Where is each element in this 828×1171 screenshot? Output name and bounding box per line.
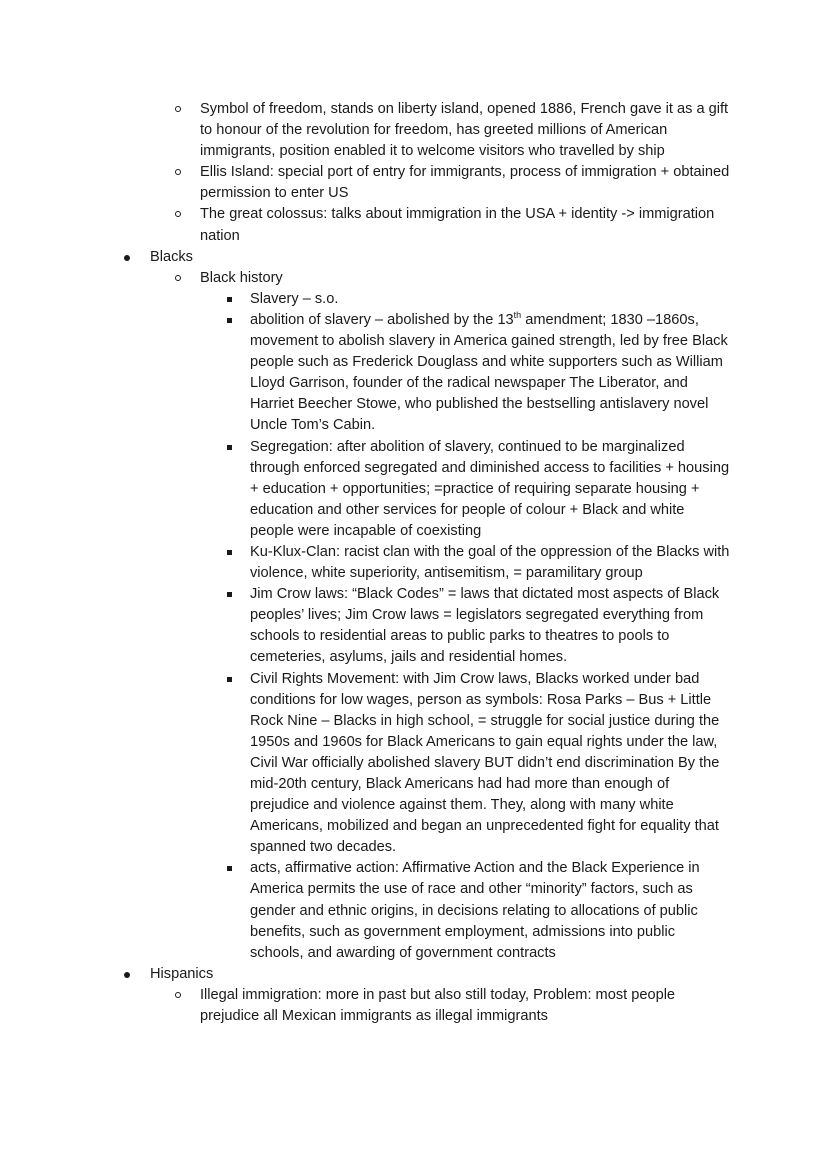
hispanics-section (0, 964, 828, 1027)
liberty-symbol-text: Symbol of freedom, stands on liberty island, opened 1886, French gave it as a gift to honour of the revolution for freedom, has greeted millions of American immigrants, position enabled it to welcome visitors who travelled by ship (200, 101, 729, 160)
affirmative-action-text: acts, affirmative action: Affirmative Action and the Black Experience in America permits the use of race and other “minority” factors, such as gender and ethnic origins, in decisions relating to allocations of public benefits, such as government employment, admissions into public schools, and awarding of government contracts (250, 860, 700, 961)
list-item (0, 204, 730, 246)
abolition-text (250, 310, 730, 437)
list-item (0, 99, 730, 162)
ordinal-suffix: th (513, 310, 522, 321)
square-bullet-icon (227, 592, 232, 597)
list-item (0, 584, 730, 668)
ellis-island-text: Ellis Island: special port of entry for immigrants, process of immigration + obtained permission to enter US (200, 164, 730, 202)
list-item (0, 162, 730, 204)
square-bullet-icon (227, 297, 232, 302)
segregation-text: Segregation: after abolition of slavery, continued to be marginalized through enforced segregated and diminished access to facilities + housing + education + opportunities; =practice of requiring separate housing + education and other services for people of colour + Black and white people were incapable of coexisting (250, 438, 730, 539)
hollow-circle-bullet-icon (175, 169, 181, 175)
square-bullet-icon (227, 677, 232, 682)
hollow-circle-bullet-icon (175, 992, 181, 998)
list-item (0, 437, 730, 542)
black-history-heading: Black history (200, 269, 283, 286)
blacks-heading: Blacks (150, 248, 193, 265)
list-item (0, 858, 730, 963)
liberty-sublist (0, 99, 828, 247)
square-bullet-icon (227, 550, 232, 555)
hispanics-sublist (0, 985, 828, 1027)
jim-crow-text: Jim Crow laws: “Black Codes” = laws that dictated most aspects of Black peoples’ lives; Jim Crow laws = legislators segregated everything from schools to residential areas to public parks to theatres to pools to cemeteries, asylums, jails and residential homes. (250, 586, 720, 666)
list-item (0, 268, 730, 964)
great-colossus-text: The great colossus: talks about immigration in the USA + identity -> immigration nation (200, 206, 715, 244)
hollow-circle-bullet-icon (175, 106, 181, 112)
liberty-section (0, 99, 828, 247)
kkk-text: Ku-Klux-Clan: racist clan with the goal of the oppression of the Blacks with violence, white superiority, antisemitism, = paramilitary group (250, 543, 730, 582)
filled-circle-bullet-icon (124, 255, 130, 261)
document-page (0, 99, 828, 1027)
blacks-section (0, 247, 828, 964)
list-item (0, 985, 730, 1027)
list-item (0, 289, 730, 310)
civil-rights-text: Civil Rights Movement: with Jim Crow laws, Blacks worked under bad conditions for low wages, person as symbols: Rosa Parks – Bus + Little Rock Nine – Blacks in high school, = struggle for social justice during the 1950s and 1960s for Black Americans to gain equal rights under the law, Civil War officially abolished slavery BUT didn’t end discrimination By the mid-20th century, Black Americans had had more than enough of prejudice and violence against them. They, along with many white Americans, mobilized and began an unprecedented fight for equality that spanned two decades. (250, 670, 720, 856)
blacks-sublist (0, 268, 828, 964)
hollow-circle-bullet-icon (175, 275, 181, 281)
list-item (0, 542, 730, 584)
list-item (0, 310, 730, 437)
list-item (0, 669, 730, 859)
square-bullet-icon (227, 318, 232, 323)
outline-list (0, 99, 828, 1027)
square-bullet-icon (227, 445, 232, 450)
black-history-points (0, 289, 730, 964)
abolition-text-start: abolition of slavery – abolished by the 13 (250, 311, 514, 328)
illegal-immigration-text: Illegal immigration: more in past but also still today, Problem: most people prejudice all Mexican immigrants as illegal immigrants (200, 986, 676, 1025)
abolition-text-rest: amendment; 1830 –1860s, movement to abolish slavery in America gained strength, led by free Black people such as Frederick Douglass and white supporters such as William Lloyd Garrison, founder of the radical newspaper The Liberator, and Harriet Beecher Stowe, who published the bestselling antislavery novel Uncle Tom’s Cabin. (250, 311, 728, 434)
square-bullet-icon (227, 866, 232, 871)
slavery-text: Slavery – s.o. (250, 290, 339, 307)
hispanics-heading: Hispanics (150, 965, 214, 982)
filled-circle-bullet-icon (124, 972, 130, 978)
hollow-circle-bullet-icon (175, 211, 181, 217)
